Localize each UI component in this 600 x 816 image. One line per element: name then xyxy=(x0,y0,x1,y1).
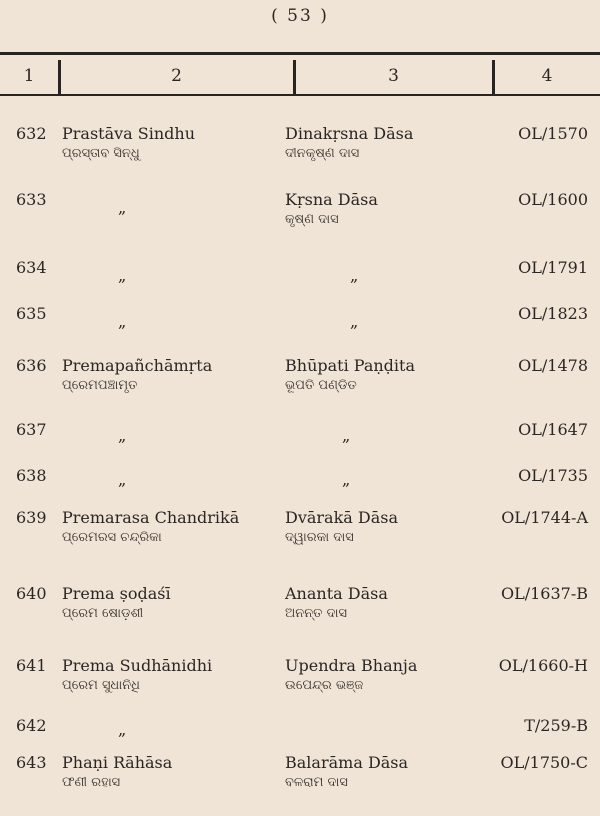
entry-number: 640 xyxy=(16,584,47,603)
work-title: Prema Sudhānidhi xyxy=(62,656,213,675)
catalogue-reference: OL/1823 xyxy=(518,304,588,323)
author-name: Kṛsna Dāsa xyxy=(285,190,378,209)
column-header-1: 1 xyxy=(23,66,35,86)
catalogue-reference: OL/1570 xyxy=(518,124,588,143)
entry-number: 636 xyxy=(16,356,47,375)
table-row xyxy=(0,356,600,412)
table-row xyxy=(0,508,600,564)
catalogue-reference: OL/1735 xyxy=(518,466,588,485)
table-row xyxy=(0,190,600,246)
column-header-4: 4 xyxy=(541,66,553,86)
ditto-mark: „ xyxy=(118,720,127,739)
table-row xyxy=(0,124,600,180)
work-title: Prema ṣoḍaśī xyxy=(62,584,171,603)
catalogue-reference: OL/1744-A xyxy=(501,508,588,527)
catalogue-reference: OL/1750-C xyxy=(500,753,588,772)
entry-number: 638 xyxy=(16,466,47,485)
work-title: Premarasa Chandrikā xyxy=(62,508,240,527)
table-row xyxy=(0,716,600,746)
author-name-odia: ଉପେନ୍ଦ୍ର ଭଞ୍ଜ xyxy=(285,678,364,693)
author-name: Dinakṛsna Dāsa xyxy=(285,124,414,143)
entry-number: 637 xyxy=(16,420,47,439)
entry-number: 632 xyxy=(16,124,47,143)
work-title-odia: ପ୍ରେମ ଷୋଡ଼ଶୀ xyxy=(62,606,144,621)
catalogue-reference: OL/1478 xyxy=(518,356,588,375)
author-name-odia: ବଳରାମ ଦାସ xyxy=(285,775,348,790)
table-row xyxy=(0,304,600,360)
table-row xyxy=(0,656,600,712)
work-title-odia: ଫଣୀ ରହାସ xyxy=(62,775,121,790)
ditto-mark: „ xyxy=(342,470,351,489)
author-name-odia: ଦୀନକୃଷ୍ଣ ଦାସ xyxy=(285,146,360,161)
ditto-mark: „ xyxy=(342,426,351,445)
ditto-mark: „ xyxy=(350,266,359,285)
ditto-mark: „ xyxy=(350,312,359,331)
work-title: Prastāva Sindhu xyxy=(62,124,196,143)
work-title: Premapañchāmṛta xyxy=(62,356,213,375)
ditto-mark: „ xyxy=(118,470,127,489)
column-header-3: 3 xyxy=(388,66,399,86)
entry-number: 642 xyxy=(16,716,47,735)
work-title: Phaṇi Rāhāsa xyxy=(62,753,173,772)
work-title-odia: ପ୍ରେମ ସୁଧାନିଧି xyxy=(62,678,140,693)
author-name: Ananta Dāsa xyxy=(285,584,388,603)
page-number: ( 53 ) xyxy=(271,6,329,26)
work-title-odia: ପ୍ରେମପଞ୍ଚାମୃତ xyxy=(62,378,138,393)
ditto-mark: „ xyxy=(118,266,127,285)
entry-number: 643 xyxy=(16,753,47,772)
author-name: Bhūpati Paṇḍita xyxy=(285,356,415,375)
column-header-2: 2 xyxy=(171,66,182,86)
entry-number: 635 xyxy=(16,304,47,323)
catalogue-reference: OL/1660-H xyxy=(498,656,588,675)
author-name: Upendra Bhanja xyxy=(285,656,418,675)
author-name: Balarāma Dāsa xyxy=(285,753,409,772)
catalogue-reference: OL/1647 xyxy=(518,420,588,439)
catalogue-reference: OL/1637-B xyxy=(500,584,588,603)
table-top-rule xyxy=(0,52,600,55)
author-name-odia: କୃଷ୍ଣ ଦାସ xyxy=(285,212,339,227)
ditto-mark: „ xyxy=(118,198,127,217)
catalogue-reference: OL/1600 xyxy=(518,190,588,209)
table-row xyxy=(0,753,600,803)
entry-number: 633 xyxy=(16,190,47,209)
catalogue-reference: T/259-B xyxy=(524,716,588,735)
author-name-odia: ଅନନ୍ତ ଦାସ xyxy=(285,606,347,621)
table-row xyxy=(0,584,600,640)
ditto-mark: „ xyxy=(118,426,127,445)
work-title-odia: ପ୍ରେମରସ ଚନ୍ଦ୍ରିକା xyxy=(62,530,162,545)
author-name: Dvārakā Dāsa xyxy=(285,508,399,527)
catalogue-reference: OL/1791 xyxy=(518,258,588,277)
author-name-odia: ଦ୍ୱାରକା ଦାସ xyxy=(285,530,354,545)
entry-number: 634 xyxy=(16,258,47,277)
author-name-odia: ଭୂପତି ପଣ୍ଡିତ xyxy=(285,378,357,393)
table-header-rule xyxy=(0,94,600,96)
entry-number: 641 xyxy=(16,656,47,675)
ditto-mark: „ xyxy=(118,312,127,331)
work-title-odia: ପ୍ରସ୍ତାବ ସିନ୍ଧୁ xyxy=(62,146,140,161)
entry-number: 639 xyxy=(16,508,47,527)
